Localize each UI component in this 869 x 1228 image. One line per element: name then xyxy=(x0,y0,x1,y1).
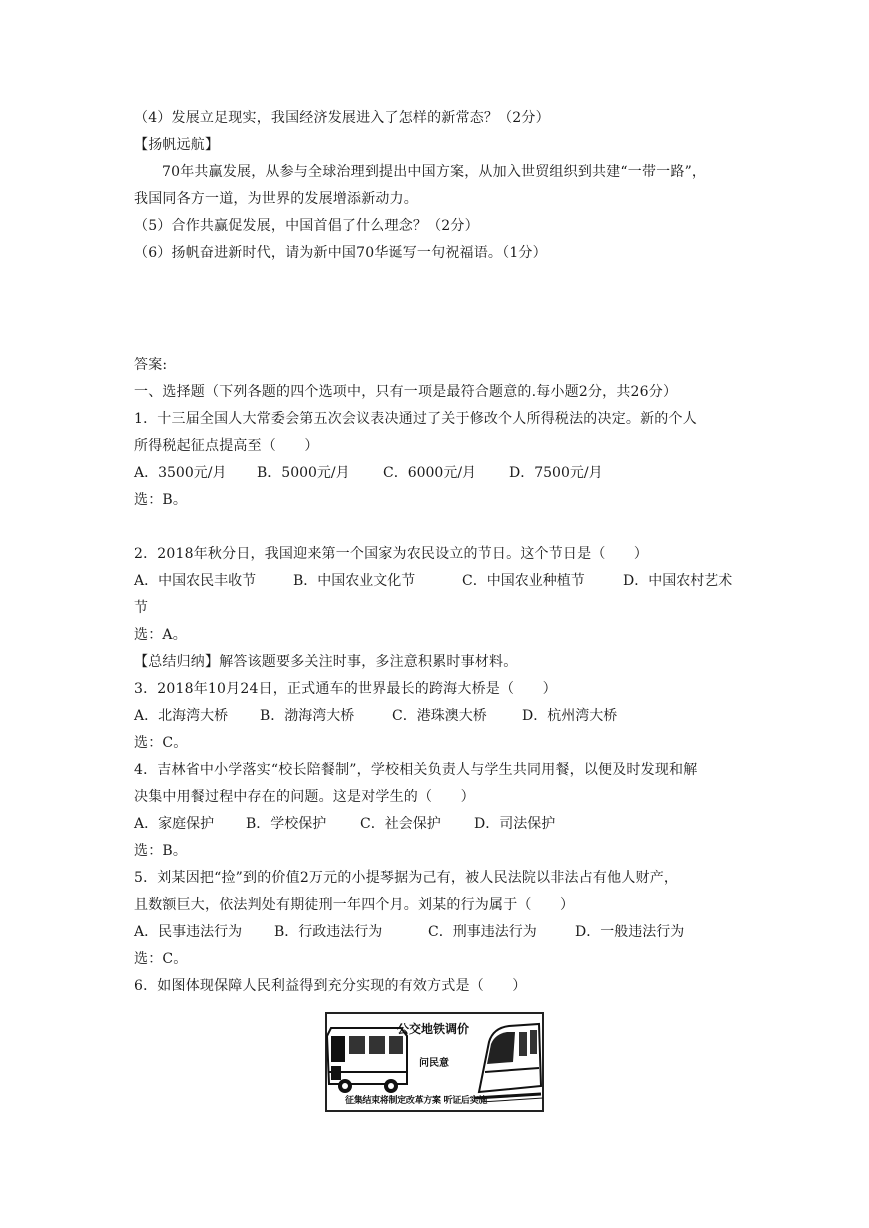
q5-option-c: C．刑事违法行为 xyxy=(428,924,537,940)
q4-option-b: B．学校保护 xyxy=(246,816,327,832)
question-4-text: （4）发展立足现实，我国经济发展进入了怎样的新常态？（2分） xyxy=(134,110,550,126)
q1-line-1: 1．十三届全国人大常委会第五次会议表决通过了关于修改个人所得税法的决定。新的个人 xyxy=(134,411,697,427)
q5-option-b: B．行政违法行为 xyxy=(274,924,383,940)
section-title: 【扬帆远航】 xyxy=(134,137,220,153)
q4-option-a: A．家庭保护 xyxy=(134,816,215,832)
fare-adjustment-figure xyxy=(325,1012,544,1112)
question-6-text: （6）扬帆奋进新时代，请为新中国70华诞写一句祝福语。（1分） xyxy=(134,245,547,261)
q4-option-d: D．司法保护 xyxy=(474,816,556,832)
q3-option-a: A．北海湾大桥 xyxy=(134,708,229,724)
q2-answer: 选：A。 xyxy=(134,627,187,643)
q5-line-2: 且数额巨大，依法判处有期徒刑一年四个月。刘某的行为属于（ ） xyxy=(134,897,575,913)
q1-line-2: 所得税起征点提高至（ ） xyxy=(134,438,319,454)
question-5-text: （5）合作共赢促发展，中国首倡了什么理念？（2分） xyxy=(134,218,479,234)
q1-option-c: C．6000元/月 xyxy=(383,465,477,481)
answers-heading: 答案: xyxy=(134,357,168,373)
q1-answer: 选：B。 xyxy=(134,492,188,508)
q2-option-a: A．中国农民丰收节 xyxy=(134,573,257,589)
q4-answer: 选：B。 xyxy=(134,843,188,859)
q2-option-d: D．中国农村艺术 xyxy=(623,573,733,589)
q2-option-b: B．中国农业文化节 xyxy=(293,573,416,589)
q1-option-d: D．7500元/月 xyxy=(509,465,603,481)
figure-title: 公交地铁调价 xyxy=(397,1022,470,1036)
q2-option-d-continued: 节 xyxy=(134,600,149,616)
q3-option-d: D．杭州湾大桥 xyxy=(522,708,618,724)
q2-summary: 【总结归纳】解答该题要多关注时事，多注意积累时事材料。 xyxy=(134,654,518,670)
figure-subtitle: 问民意 xyxy=(419,1058,449,1069)
q4-line-1: 4．吉林省中小学落实“校长陪餐制”，学校相关负责人与学生共同用餐，以便及时发现和解 xyxy=(134,762,698,778)
subway-train-icon xyxy=(475,1022,545,1102)
q5-option-a: A．民事违法行为 xyxy=(134,924,243,940)
section-1-title: 一、选择题（下列各题的四个选项中，只有一项是最符合题意的.每小题2分，共26分） xyxy=(134,384,678,400)
q2-line-1: 2．2018年秋分日，我国迎来第一个国家为农民设立的节日。这个节日是（ ） xyxy=(134,546,649,562)
q1-option-a: A．3500元/月 xyxy=(134,465,227,481)
paragraph-line-1: 70年共赢发展，从参与全球治理到提出中国方案，从加入世贸组织到共建“一带一路”， xyxy=(162,164,707,180)
q3-option-b: B．渤海湾大桥 xyxy=(260,708,355,724)
q5-line-1: 5．刘某因把“捡”到的价值2万元的小提琴据为己有，被人民法院以非法占有他人财产， xyxy=(134,870,679,886)
q4-option-c: C．社会保护 xyxy=(360,816,441,832)
q2-option-c: C．中国农业种植节 xyxy=(462,573,585,589)
figure-caption: 征集结束将制定改革方案 听证后实施 xyxy=(345,1096,488,1106)
q3-answer: 选：C。 xyxy=(134,735,188,751)
paragraph-line-2: 我国同各方一道，为世界的发展增添新动力。 xyxy=(134,191,418,207)
q6-line-1: 6．如图体现保障人民利益得到充分实现的有效方式是（ ） xyxy=(134,978,527,994)
q3-option-c: C．港珠澳大桥 xyxy=(392,708,487,724)
q4-line-2: 决集中用餐过程中存在的问题。这是对学生的（ ） xyxy=(134,789,475,805)
q5-option-d: D．一般违法行为 xyxy=(575,924,685,940)
q3-line-1: 3．2018年10月24日，正式通车的世界最长的跨海大桥是（ ） xyxy=(134,681,557,697)
q1-option-b: B．5000元/月 xyxy=(257,465,350,481)
q5-answer: 选：C。 xyxy=(134,951,188,967)
